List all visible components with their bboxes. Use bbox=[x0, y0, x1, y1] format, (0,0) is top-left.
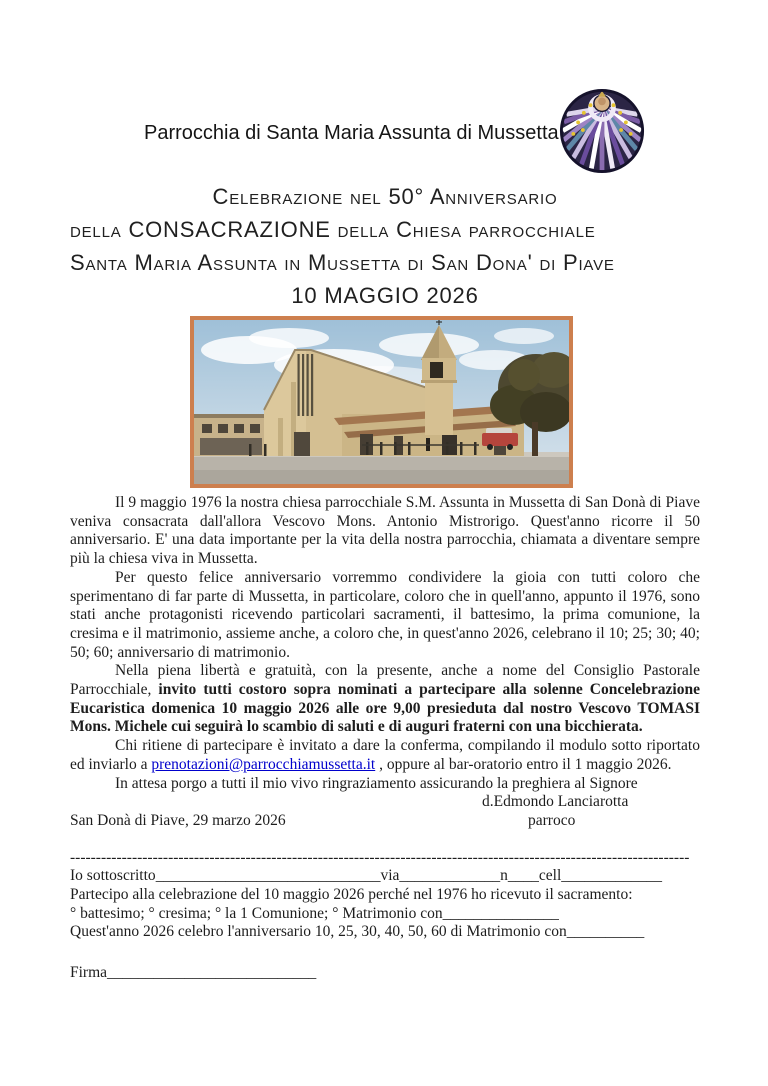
confirmation-text-after: , oppure al bar-oratorio entro il 1 maggio 2026. bbox=[375, 755, 672, 773]
church-photo-illustration bbox=[194, 320, 569, 484]
stained-glass-rose-window-icon bbox=[559, 88, 645, 179]
place-date-row bbox=[70, 812, 700, 831]
invitation-bold: invito tutti costoro sopra nominati a partecipare alla solenne Concelebrazione Eucaristica domenica 10 maggio 2026 alle ore 9,00 presieduta dal nostro Vescovo TOMASI Mons. Michele cui seguirà lo scambio di saluti e di auguri fraterni con una bicchierata. bbox=[70, 681, 700, 736]
document-title bbox=[70, 180, 700, 312]
confirmation-text-before: Chi ritiene di partecipare è invitato a dare la conferma, compilando il modulo sotto riportato ed inviarlo a bbox=[70, 737, 700, 773]
invitation-intro: Nella piena libertà e gratuità, con la presente, anche a nome del Consiglio Pastorale Parrocchiale, bbox=[70, 662, 700, 699]
form-line-identity bbox=[70, 867, 700, 886]
title-line-3: Santa Maria Assunta in Mussetta di San Dona' di Piave bbox=[70, 250, 615, 275]
label-io-sottoscritto: Io sottoscritto bbox=[70, 867, 156, 885]
blank-cell-field: _____________ bbox=[561, 867, 662, 885]
blank-street-field: _____________ bbox=[399, 867, 501, 885]
form-line-signature bbox=[70, 964, 700, 983]
label-cell: cell bbox=[538, 867, 562, 885]
title-line-4: 10 MAGGIO 2026 bbox=[291, 283, 479, 308]
title-line-2: della CONSACRAZIONE della Chiesa parrocchiale bbox=[70, 217, 596, 242]
label-firma: Firma bbox=[70, 964, 108, 982]
church-photo bbox=[190, 316, 573, 488]
form-line-anniversary bbox=[70, 923, 700, 942]
booking-email-link[interactable]: prenotazioni@parrocchiamussetta.it bbox=[151, 755, 376, 773]
label-via: via bbox=[380, 867, 400, 885]
paragraph-shared-joy: Per questo felice anniversario vorremmo condividere la gioia con tutti coloro che sperimentano di far parte di Mussetta, in particolare, coloro che in quell'anno, appunto il 1976, sono stati anche protagonisti ricevendo particolari sacramenti, il battesimo, la prima comunione, la cresima e il matrimonio, assieme anche, a coloro che, in quest'anno 2026, celebrano il 10; 25; 30; 40; 50; 60; anniversario di matrimonio. bbox=[70, 568, 700, 661]
blank-signature-field: ___________________________ bbox=[107, 964, 317, 982]
blank-anniversary-spouse-field: __________ bbox=[566, 923, 645, 941]
sacrament-options: ° battesimo; ° cresima; ° la 1 Comunione; ° Matrimonio con bbox=[70, 904, 443, 922]
blank-name-field: _____________________________ bbox=[155, 867, 381, 885]
title-line-1: Celebrazione nel 50° Anniversario bbox=[212, 184, 558, 209]
letterhead bbox=[70, 90, 700, 176]
paragraph-confirmation bbox=[70, 737, 700, 774]
label-n: n bbox=[500, 867, 508, 885]
signature-role: parroco bbox=[528, 811, 576, 829]
place-and-date: San Donà di Piave, 29 marzo 2026 bbox=[70, 811, 286, 829]
form-line-sacraments bbox=[70, 905, 700, 924]
cut-line-separator: ------------------------------------------------------------------------------------------------------------------------ bbox=[70, 848, 690, 866]
anniversary-text: Quest'anno 2026 celebro l'anniversario 10, 25, 30, 40, 50, 60 di Matrimonio con bbox=[70, 923, 567, 941]
blank-spouse-field: _______________ bbox=[442, 904, 559, 922]
form-line-participation: Partecipo alla celebrazione del 10 maggio 2026 perché nel 1976 ho ricevuto il sacramento: bbox=[70, 886, 633, 904]
paragraph-consecration-history: Il 9 maggio 1976 la nostra chiesa parrocchiale S.M. Assunta in Mussetta di San Donà di Piave veniva consacrata dall'allora Vescovo Mons. Antonio Mistrorigo. Quest'anno ricorre il 50 anniversario. E' una data importante per la vita della nostra parrocchia, chiamata a diventare sempre più la chiesa viva in Mussetta. bbox=[70, 494, 700, 568]
signature-name: d.Edmondo Lanciarotta bbox=[482, 793, 629, 811]
paragraph-invitation bbox=[70, 662, 700, 737]
blank-number-field: ____ bbox=[507, 867, 539, 885]
paragraph-thanks: In attesa porgo a tutti il mio vivo ringraziamento assicurando la preghiera al Signore bbox=[115, 774, 638, 792]
parish-name: Parrocchia di Santa Maria Assunta di Mussetta bbox=[144, 121, 559, 144]
letter-body bbox=[70, 494, 700, 983]
